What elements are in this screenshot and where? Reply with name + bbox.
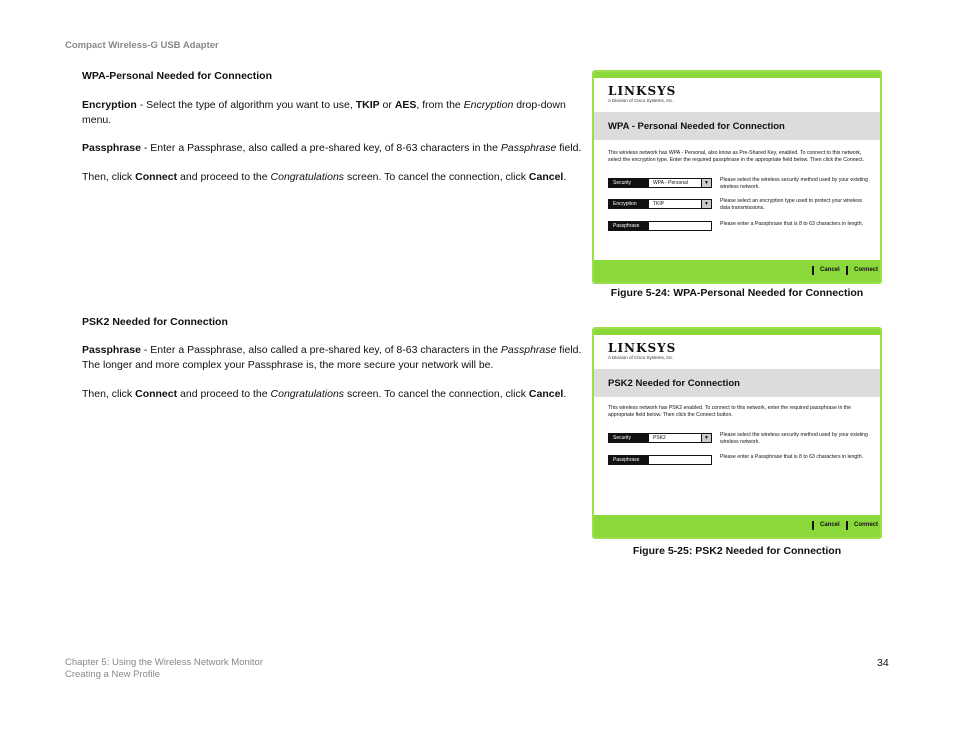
passphrase-help: Please enter a Passphrase that is 8 to 63 characters in length.: [720, 221, 864, 227]
encryption-help: Please select an encryption type used to protect your wireless data transmissions.: [720, 198, 863, 211]
italic-passphrase: Passphrase: [500, 344, 557, 356]
text: screen. To cancel the connection, click: [344, 171, 529, 183]
security-value: WPA - Personal: [653, 180, 688, 186]
term-connect: Connect: [135, 171, 178, 183]
text: Then, click: [82, 171, 136, 183]
window-title: WPA - Personal Needed for Connection: [608, 121, 785, 132]
text: screen. To cancel the connection, click: [344, 388, 529, 400]
chevron-down-icon[interactable]: ▼: [701, 200, 711, 208]
connect-button[interactable]: Connect: [846, 521, 878, 530]
term-encryption: Encryption: [82, 99, 137, 111]
text: - Enter a Passphrase, also called a pre-shared key, of 8-63 characters in the: [140, 142, 501, 154]
psk2-passphrase-paragraph: [82, 343, 582, 373]
italic-congratulations: Congratulations: [270, 388, 345, 400]
linksys-logo: LINKSYS: [608, 341, 677, 355]
cancel-button[interactable]: Cancel: [812, 521, 840, 530]
text: , from the: [416, 99, 464, 111]
page-footer: [65, 657, 263, 681]
figure-caption-25: Figure 5-25: PSK2 Needed for Connection: [632, 545, 842, 557]
logo-subtitle: A Division of Cisco Systems, Inc.: [608, 355, 674, 360]
security-label: Security: [609, 434, 649, 442]
window-footer: [594, 260, 880, 282]
text: field.: [556, 142, 582, 154]
window-top-bar: [594, 72, 880, 78]
italic-passphrase: Passphrase: [500, 142, 557, 154]
security-value: PSK2: [653, 435, 666, 441]
text: or: [379, 99, 395, 111]
text: Then, click: [82, 388, 136, 400]
then-paragraph: [82, 170, 582, 185]
window-intro: This wireless network has PSK2 enabled. To connect to this network, enter the required passphrase in the appropriate field below. Then click the Connect button.: [608, 405, 851, 418]
text: .: [563, 171, 567, 183]
encryption-label: Encryption: [609, 200, 649, 208]
passphrase-field[interactable]: [608, 221, 712, 231]
passphrase-label: Passphrase: [609, 222, 649, 230]
connect-button[interactable]: Connect: [846, 266, 878, 275]
text: and proceed to the: [177, 171, 271, 183]
security-help: Please select the wireless security method used by your existing wireless network.: [720, 432, 868, 445]
section-title-wpa: WPA-Personal Needed for Connection: [82, 70, 272, 82]
term-passphrase: Passphrase: [82, 142, 141, 154]
window-top-bar: [594, 329, 880, 335]
italic-encryption: Encryption: [463, 99, 514, 111]
text: and proceed to the: [177, 388, 271, 400]
psk2-then-paragraph: [82, 387, 582, 402]
window-footer: [594, 515, 880, 537]
passphrase-field[interactable]: [608, 455, 712, 465]
text: field. The longer and more complex your Passphrase is, the more secure your network will be.: [82, 344, 582, 371]
page-number: 34: [877, 657, 889, 669]
title-band: [594, 369, 880, 397]
window-intro: This wireless network has WPA - Personal, also know as Pre-Shared Key, enabled. To connect to this network, select the encryption type. Enter the required passphrase in the appropriate field below. Then click the Connect.: [608, 150, 864, 163]
passphrase-paragraph: [82, 141, 582, 156]
text: drop-down menu.: [82, 99, 566, 126]
term-aes: AES: [394, 99, 417, 111]
chevron-down-icon[interactable]: ▼: [701, 179, 711, 187]
security-help: Please select the wireless security method used by your existing wireless network.: [720, 177, 868, 190]
term-tkip: TKIP: [355, 99, 380, 111]
security-select[interactable]: [608, 178, 712, 188]
running-header: Compact Wireless-G USB Adapter: [65, 40, 219, 51]
encryption-value: TKIP: [653, 201, 665, 207]
logo-subtitle: A Division of Cisco Systems, Inc.: [608, 98, 674, 103]
title-band: [594, 112, 880, 140]
text: .: [563, 388, 567, 400]
figure-caption-24: Figure 5-24: WPA-Personal Needed for Connection: [610, 287, 864, 299]
term-passphrase: Passphrase: [82, 344, 141, 356]
wpa-personal-window: [592, 70, 882, 284]
passphrase-label: Passphrase: [609, 456, 649, 464]
psk2-window: [592, 327, 882, 539]
text: - Select the type of algorithm you want to use,: [136, 99, 356, 111]
term-cancel: Cancel: [528, 388, 564, 400]
footer-section: Creating a New Profile: [65, 669, 161, 680]
footer-chapter: Chapter 5: Using the Wireless Network Monitor: [65, 657, 263, 668]
encryption-select[interactable]: [608, 199, 712, 209]
security-select[interactable]: [608, 433, 712, 443]
term-connect: Connect: [135, 388, 178, 400]
cancel-button[interactable]: Cancel: [812, 266, 840, 275]
linksys-logo: LINKSYS: [608, 84, 677, 98]
security-label: Security: [609, 179, 649, 187]
italic-congratulations: Congratulations: [270, 171, 345, 183]
section-title-psk2: PSK2 Needed for Connection: [82, 316, 228, 328]
chevron-down-icon[interactable]: ▼: [701, 434, 711, 442]
passphrase-help: Please enter a Passphrase that is 8 to 63 characters in length.: [720, 454, 864, 460]
window-title: PSK2 Needed for Connection: [608, 378, 740, 389]
text: - Enter a Passphrase, also called a pre-shared key, of 8-63 characters in the: [140, 344, 501, 356]
term-cancel: Cancel: [528, 171, 564, 183]
encryption-paragraph: [82, 98, 582, 128]
